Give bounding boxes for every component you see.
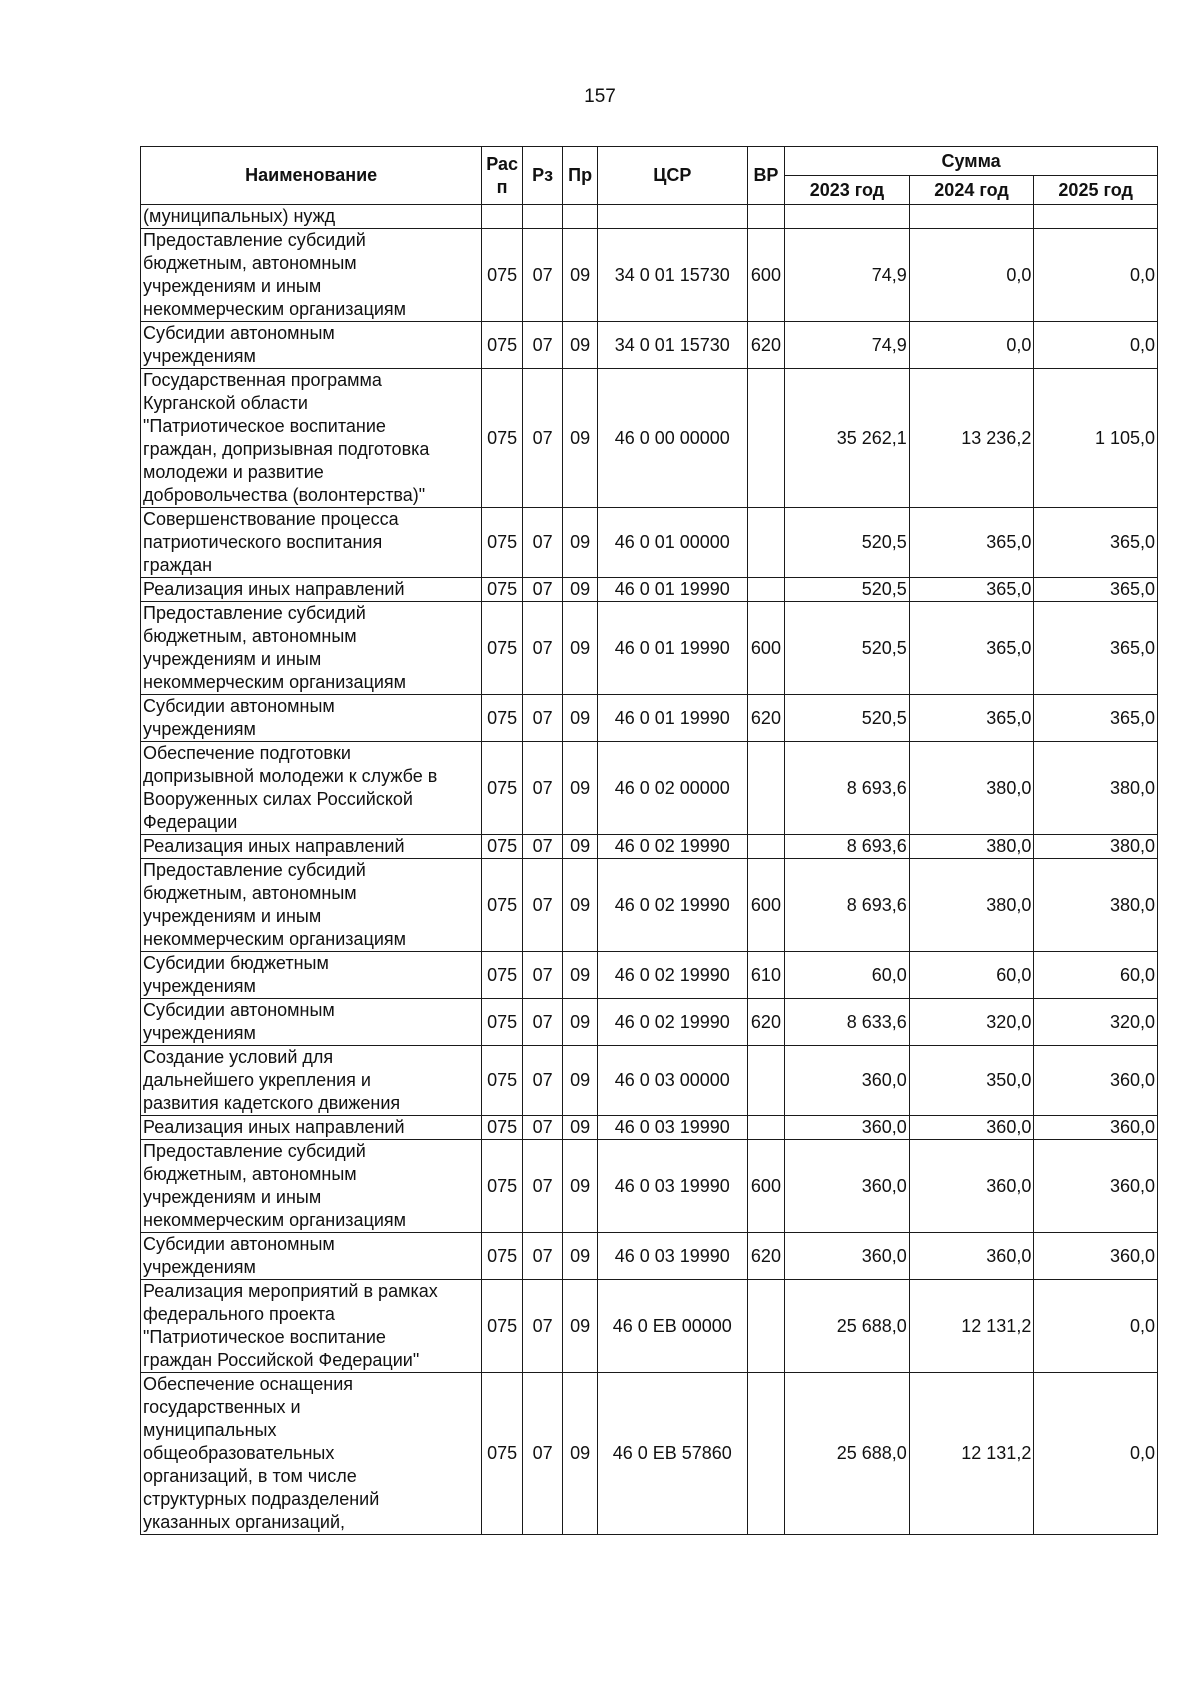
cell-rz: 07 — [522, 1280, 563, 1373]
cell-name: Государственная программа Курганской области "Патриотическое воспитание граждан, допризывная подготовка молодежи и развитие добровольчества (волонтерства)" — [141, 369, 482, 508]
cell-rasp: 075 — [482, 835, 523, 859]
cell-y2024: 60,0 — [909, 952, 1034, 999]
cell-csr: 46 0 EB 57860 — [597, 1373, 747, 1535]
table-header-row — [141, 147, 1158, 176]
cell-csr: 46 0 02 00000 — [597, 742, 747, 835]
cell-y2025: 0,0 — [1034, 1373, 1158, 1535]
cell-name: Предоставление субсидий бюджетным, автономным учреждениям и иным некоммерческим организациям — [141, 1140, 482, 1233]
cell-y2025: 365,0 — [1034, 508, 1158, 578]
cell-csr: 46 0 03 19990 — [597, 1116, 747, 1140]
cell-rz: 07 — [522, 1373, 563, 1535]
cell-y2025: 360,0 — [1034, 1116, 1158, 1140]
cell-rasp: 075 — [482, 952, 523, 999]
cell-y2023: 360,0 — [785, 1046, 910, 1116]
cell-y2025: 320,0 — [1034, 999, 1158, 1046]
cell-rasp: 075 — [482, 229, 523, 322]
cell-y2024: 320,0 — [909, 999, 1034, 1046]
cell-rz: 07 — [522, 578, 563, 602]
cell-y2023: 25 688,0 — [785, 1373, 910, 1535]
cell-vr: 620 — [747, 695, 784, 742]
cell-vr: 600 — [747, 859, 784, 952]
cell-y2023: 520,5 — [785, 695, 910, 742]
header-name: Наименование — [141, 147, 482, 205]
cell-y2024: 365,0 — [909, 695, 1034, 742]
cell-name: (муниципальных) нужд — [141, 205, 482, 229]
cell-name: Совершенствование процесса патриотического воспитания граждан — [141, 508, 482, 578]
cell-name: Субсидии автономным учреждениям — [141, 695, 482, 742]
cell-vr — [747, 835, 784, 859]
cell-pr: 09 — [563, 1373, 597, 1535]
header-vr: ВР — [747, 147, 784, 205]
header-2023: 2023 год — [785, 176, 910, 205]
cell-csr: 46 0 01 19990 — [597, 578, 747, 602]
cell-y2024: 365,0 — [909, 578, 1034, 602]
cell-vr — [747, 508, 784, 578]
cell-vr: 610 — [747, 952, 784, 999]
cell-pr: 09 — [563, 859, 597, 952]
cell-rz: 07 — [522, 602, 563, 695]
cell-rasp: 075 — [482, 1373, 523, 1535]
cell-csr — [597, 205, 747, 229]
cell-csr: 46 0 02 19990 — [597, 999, 747, 1046]
cell-csr: 46 0 01 19990 — [597, 602, 747, 695]
cell-y2023: 8 693,6 — [785, 835, 910, 859]
cell-rasp: 075 — [482, 1233, 523, 1280]
cell-name: Обеспечение подготовки допризывной молодежи к службе в Вооруженных силах Российской Федерации — [141, 742, 482, 835]
cell-csr: 46 0 02 19990 — [597, 859, 747, 952]
cell-name: Субсидии автономным учреждениям — [141, 322, 482, 369]
page-number: 157 — [584, 86, 616, 107]
cell-rz: 07 — [522, 1116, 563, 1140]
cell-pr: 09 — [563, 369, 597, 508]
cell-name: Предоставление субсидий бюджетным, автономным учреждениям и иным некоммерческим организациям — [141, 859, 482, 952]
cell-vr — [747, 578, 784, 602]
header-2025: 2025 год — [1034, 176, 1158, 205]
cell-vr — [747, 1280, 784, 1373]
cell-csr: 46 0 EB 00000 — [597, 1280, 747, 1373]
cell-rasp: 075 — [482, 602, 523, 695]
cell-y2023: 8 693,6 — [785, 859, 910, 952]
cell-vr — [747, 1373, 784, 1535]
cell-vr: 600 — [747, 602, 784, 695]
cell-y2025: 380,0 — [1034, 859, 1158, 952]
cell-vr — [747, 1046, 784, 1116]
cell-pr: 09 — [563, 1116, 597, 1140]
header-rasp: Рас п — [482, 147, 523, 205]
cell-y2024: 380,0 — [909, 859, 1034, 952]
cell-name: Реализация иных направлений — [141, 1116, 482, 1140]
table-row — [141, 205, 1158, 229]
header-sum: Сумма — [785, 147, 1158, 176]
cell-y2024: 0,0 — [909, 322, 1034, 369]
cell-rz: 07 — [522, 999, 563, 1046]
cell-rasp: 075 — [482, 578, 523, 602]
cell-rz: 07 — [522, 859, 563, 952]
cell-rasp: 075 — [482, 1046, 523, 1116]
cell-vr — [747, 205, 784, 229]
table-row — [141, 1233, 1158, 1280]
cell-y2025: 360,0 — [1034, 1046, 1158, 1116]
budget-table — [140, 146, 1158, 1535]
cell-vr: 600 — [747, 229, 784, 322]
cell-y2023: 60,0 — [785, 952, 910, 999]
cell-csr: 46 0 02 19990 — [597, 952, 747, 999]
cell-y2024: 365,0 — [909, 602, 1034, 695]
cell-y2025: 1 105,0 — [1034, 369, 1158, 508]
cell-y2025: 380,0 — [1034, 742, 1158, 835]
header-rz: Рз — [522, 147, 563, 205]
table-row — [141, 578, 1158, 602]
cell-rz: 07 — [522, 835, 563, 859]
cell-csr: 34 0 01 15730 — [597, 229, 747, 322]
cell-pr: 09 — [563, 952, 597, 999]
cell-csr: 46 0 03 00000 — [597, 1046, 747, 1116]
cell-name: Субсидии автономным учреждениям — [141, 1233, 482, 1280]
cell-rz: 07 — [522, 695, 563, 742]
cell-y2025 — [1034, 205, 1158, 229]
cell-vr — [747, 1116, 784, 1140]
cell-y2023: 360,0 — [785, 1233, 910, 1280]
cell-pr: 09 — [563, 1046, 597, 1116]
cell-pr: 09 — [563, 229, 597, 322]
cell-y2023: 25 688,0 — [785, 1280, 910, 1373]
cell-csr: 34 0 01 15730 — [597, 322, 747, 369]
cell-y2023: 520,5 — [785, 578, 910, 602]
cell-y2024: 13 236,2 — [909, 369, 1034, 508]
table-row — [141, 1373, 1158, 1535]
cell-rasp — [482, 205, 523, 229]
cell-y2023: 74,9 — [785, 322, 910, 369]
cell-vr: 600 — [747, 1140, 784, 1233]
cell-name: Предоставление субсидий бюджетным, автономным учреждениям и иным некоммерческим организациям — [141, 229, 482, 322]
cell-rasp: 075 — [482, 859, 523, 952]
cell-rasp: 075 — [482, 369, 523, 508]
cell-y2024: 0,0 — [909, 229, 1034, 322]
cell-name: Реализация иных направлений — [141, 578, 482, 602]
cell-y2024 — [909, 205, 1034, 229]
cell-y2025: 0,0 — [1034, 229, 1158, 322]
header-csr: ЦСР — [597, 147, 747, 205]
cell-y2024: 380,0 — [909, 742, 1034, 835]
cell-pr: 09 — [563, 999, 597, 1046]
cell-pr: 09 — [563, 508, 597, 578]
cell-name: Создание условий для дальнейшего укрепления и развития кадетского движения — [141, 1046, 482, 1116]
cell-y2023: 520,5 — [785, 602, 910, 695]
cell-y2024: 360,0 — [909, 1116, 1034, 1140]
table-row — [141, 322, 1158, 369]
table-row — [141, 602, 1158, 695]
cell-rz: 07 — [522, 229, 563, 322]
cell-y2025: 365,0 — [1034, 578, 1158, 602]
cell-pr: 09 — [563, 322, 597, 369]
cell-pr: 09 — [563, 602, 597, 695]
cell-rasp: 075 — [482, 508, 523, 578]
table-row — [141, 835, 1158, 859]
cell-vr: 620 — [747, 999, 784, 1046]
table-row — [141, 369, 1158, 508]
cell-y2023 — [785, 205, 910, 229]
cell-y2023: 8 693,6 — [785, 742, 910, 835]
cell-name: Субсидии автономным учреждениям — [141, 999, 482, 1046]
cell-rz: 07 — [522, 1046, 563, 1116]
cell-pr: 09 — [563, 1233, 597, 1280]
cell-y2025: 380,0 — [1034, 835, 1158, 859]
cell-rasp: 075 — [482, 322, 523, 369]
table-row — [141, 695, 1158, 742]
cell-pr — [563, 205, 597, 229]
cell-y2024: 380,0 — [909, 835, 1034, 859]
cell-y2023: 35 262,1 — [785, 369, 910, 508]
table-row — [141, 1140, 1158, 1233]
cell-y2025: 0,0 — [1034, 322, 1158, 369]
cell-y2025: 360,0 — [1034, 1233, 1158, 1280]
cell-pr: 09 — [563, 742, 597, 835]
cell-pr: 09 — [563, 1140, 597, 1233]
cell-rasp: 075 — [482, 695, 523, 742]
cell-y2023: 74,9 — [785, 229, 910, 322]
table-row — [141, 508, 1158, 578]
cell-pr: 09 — [563, 835, 597, 859]
cell-rz: 07 — [522, 742, 563, 835]
cell-y2024: 360,0 — [909, 1233, 1034, 1280]
cell-name: Предоставление субсидий бюджетным, автономным учреждениям и иным некоммерческим организациям — [141, 602, 482, 695]
cell-rasp: 075 — [482, 999, 523, 1046]
cell-y2023: 520,5 — [785, 508, 910, 578]
cell-csr: 46 0 03 19990 — [597, 1140, 747, 1233]
cell-rasp: 075 — [482, 1116, 523, 1140]
table-row — [141, 859, 1158, 952]
table-row — [141, 1116, 1158, 1140]
table-row — [141, 952, 1158, 999]
cell-y2025: 0,0 — [1034, 1280, 1158, 1373]
cell-y2023: 360,0 — [785, 1116, 910, 1140]
table-row — [141, 1280, 1158, 1373]
cell-rasp: 075 — [482, 742, 523, 835]
cell-csr: 46 0 03 19990 — [597, 1233, 747, 1280]
cell-vr — [747, 742, 784, 835]
cell-pr: 09 — [563, 578, 597, 602]
cell-y2023: 360,0 — [785, 1140, 910, 1233]
cell-name: Обеспечение оснащения государственных и муниципальных общеобразовательных организаций, в том числе структурных подразделений указанных организаций, — [141, 1373, 482, 1535]
cell-rz: 07 — [522, 1233, 563, 1280]
cell-pr: 09 — [563, 1280, 597, 1373]
cell-y2024: 360,0 — [909, 1140, 1034, 1233]
cell-y2025: 365,0 — [1034, 695, 1158, 742]
cell-csr: 46 0 02 19990 — [597, 835, 747, 859]
cell-pr: 09 — [563, 695, 597, 742]
cell-y2024: 350,0 — [909, 1046, 1034, 1116]
cell-vr: 620 — [747, 322, 784, 369]
table-row — [141, 1046, 1158, 1116]
table-row — [141, 999, 1158, 1046]
cell-rz: 07 — [522, 952, 563, 999]
cell-csr: 46 0 01 00000 — [597, 508, 747, 578]
cell-vr — [747, 369, 784, 508]
cell-y2025: 60,0 — [1034, 952, 1158, 999]
table-body — [141, 205, 1158, 1535]
header-2024: 2024 год — [909, 176, 1034, 205]
cell-name: Субсидии бюджетным учреждениям — [141, 952, 482, 999]
table-row — [141, 229, 1158, 322]
cell-y2024: 12 131,2 — [909, 1373, 1034, 1535]
cell-vr: 620 — [747, 1233, 784, 1280]
cell-rasp: 075 — [482, 1140, 523, 1233]
cell-name: Реализация иных направлений — [141, 835, 482, 859]
cell-y2025: 360,0 — [1034, 1140, 1158, 1233]
cell-rz: 07 — [522, 508, 563, 578]
cell-rz: 07 — [522, 369, 563, 508]
cell-y2023: 8 633,6 — [785, 999, 910, 1046]
cell-rz: 07 — [522, 322, 563, 369]
cell-csr: 46 0 00 00000 — [597, 369, 747, 508]
cell-csr: 46 0 01 19990 — [597, 695, 747, 742]
cell-y2024: 365,0 — [909, 508, 1034, 578]
cell-rz — [522, 205, 563, 229]
cell-y2024: 12 131,2 — [909, 1280, 1034, 1373]
table-row — [141, 742, 1158, 835]
cell-y2025: 365,0 — [1034, 602, 1158, 695]
cell-rz: 07 — [522, 1140, 563, 1233]
cell-name: Реализация мероприятий в рамках федерального проекта "Патриотическое воспитание граждан Российской Федерации" — [141, 1280, 482, 1373]
cell-rasp: 075 — [482, 1280, 523, 1373]
header-pr: Пр — [563, 147, 597, 205]
